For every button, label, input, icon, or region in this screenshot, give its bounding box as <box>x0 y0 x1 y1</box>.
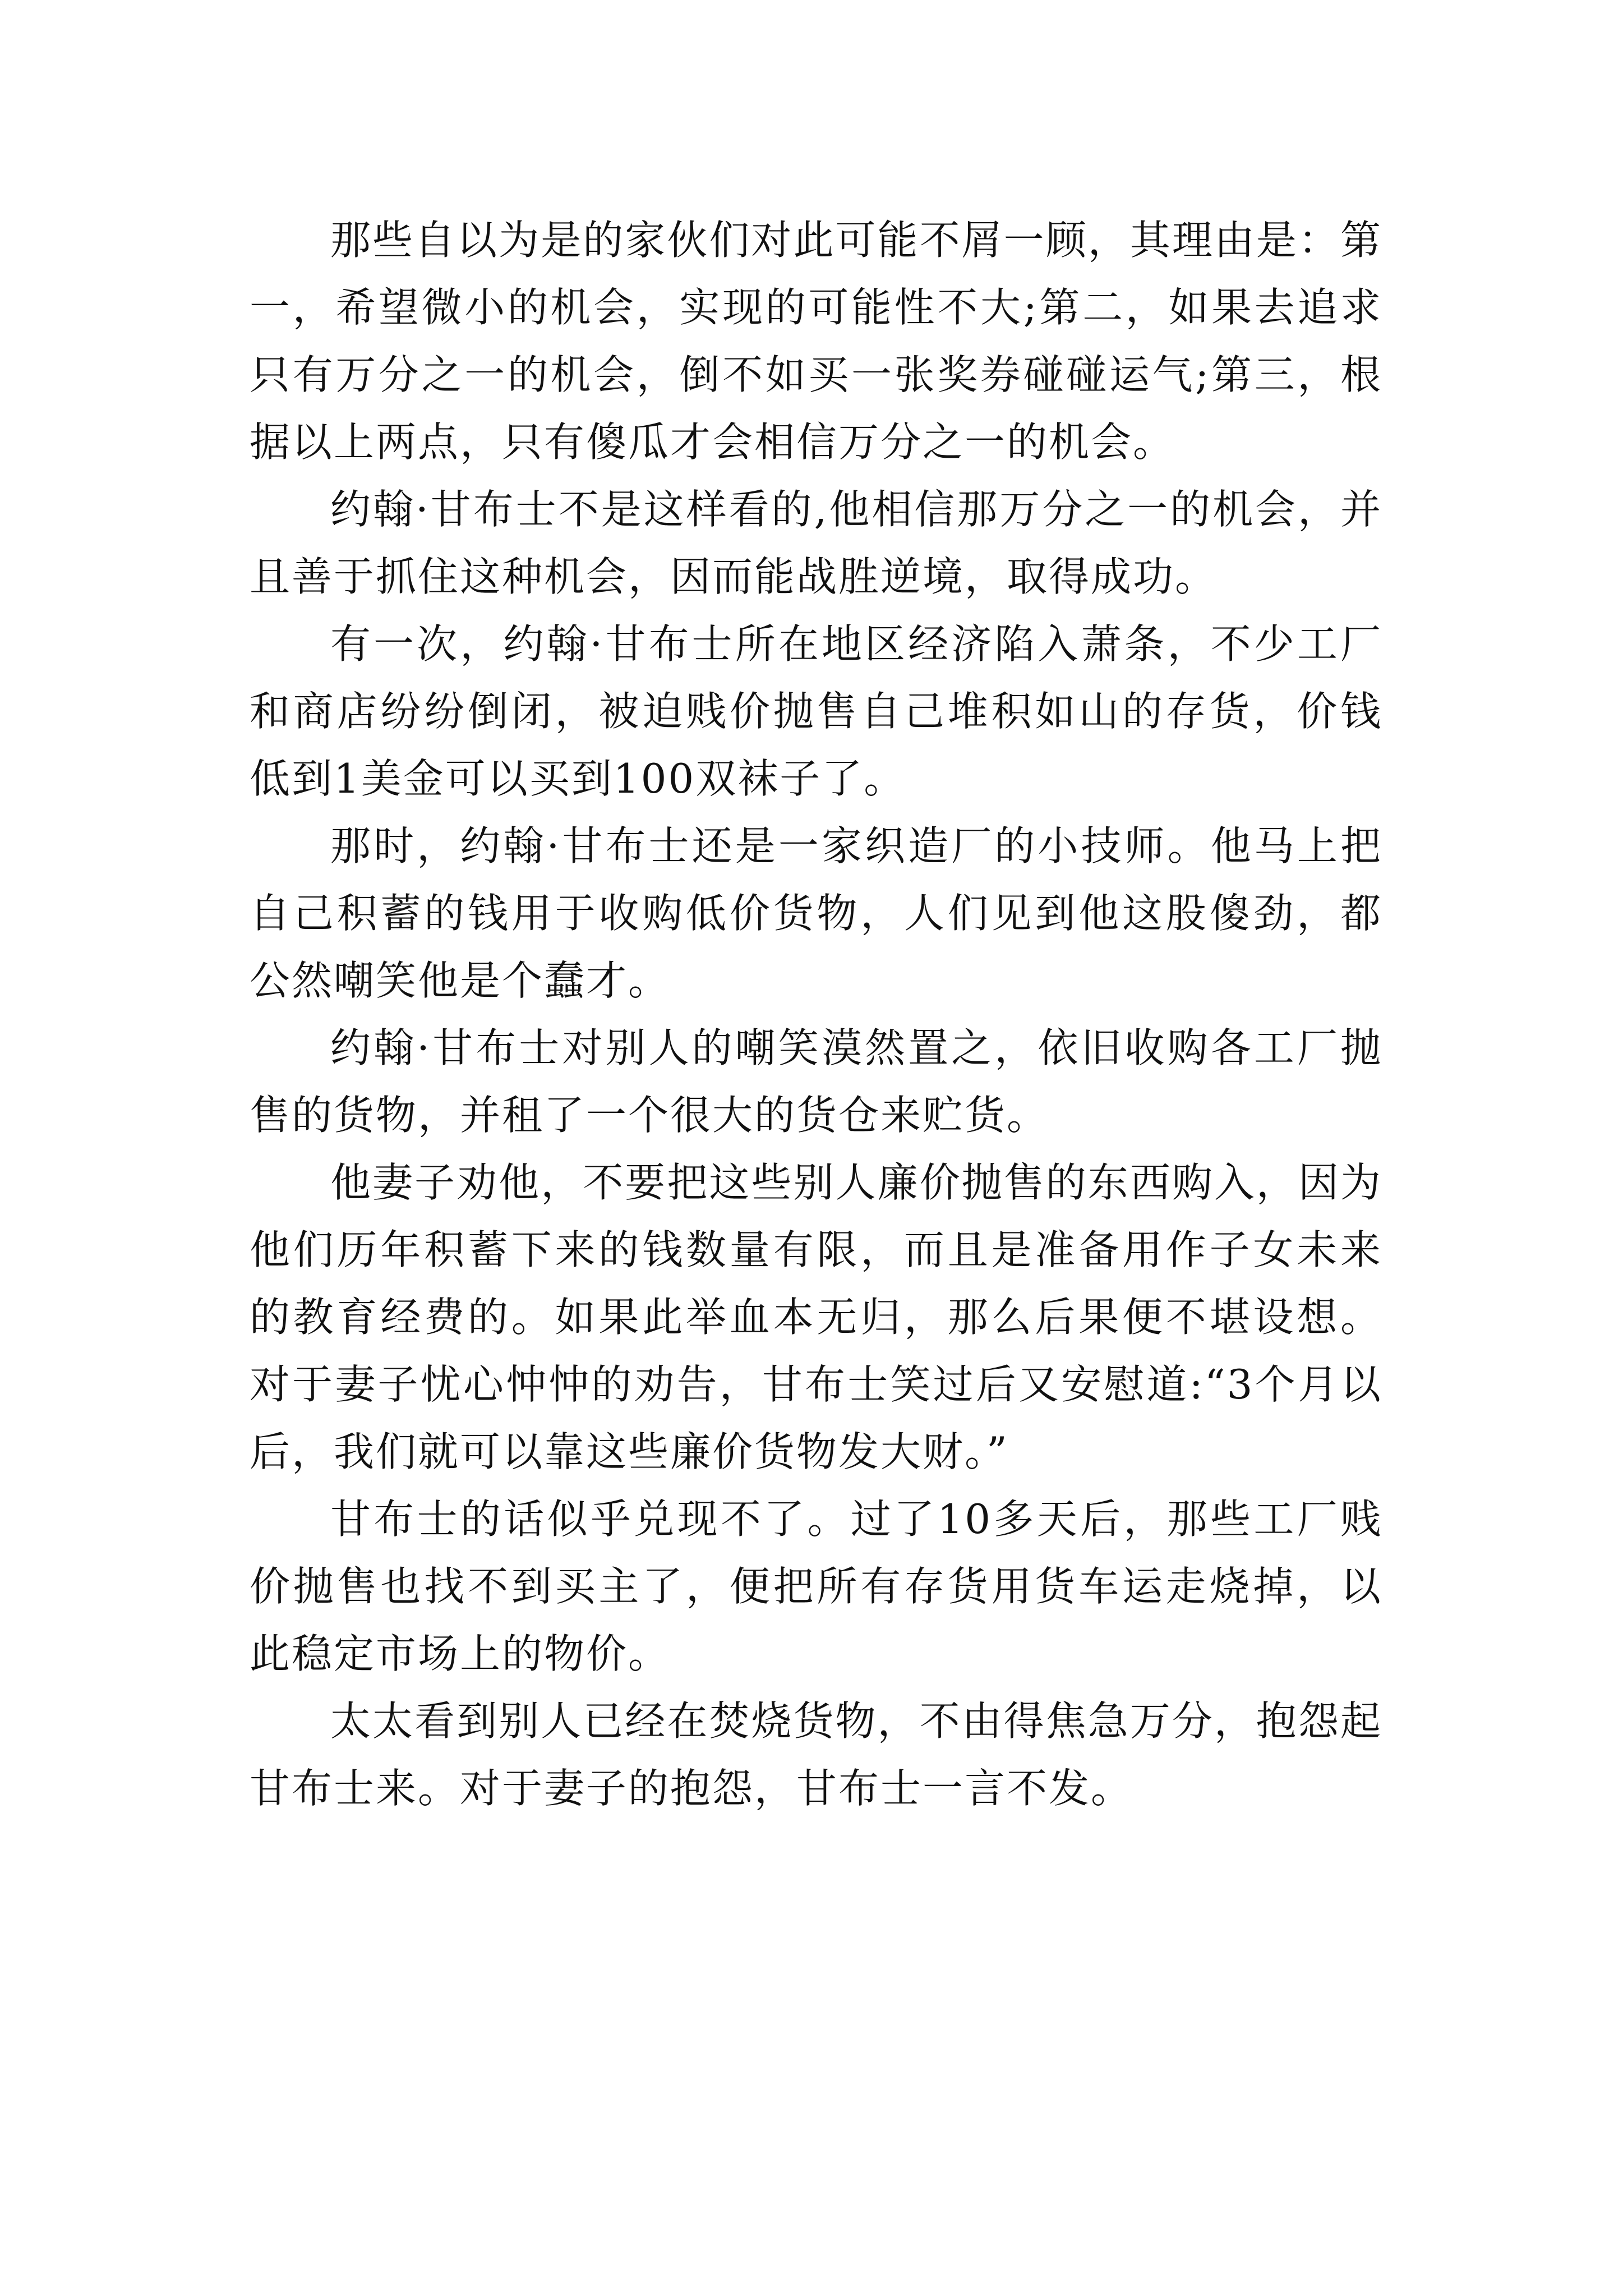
paragraph: 那些自以为是的家伙们对此可能不屑一顾，其理由是：第一，希望微小的机会，实现的可能性不大;第二，如果去追求只有万分之一的机会，倒不如买一张奖券碰碰运气;第三，根据以上两点，只有傻瓜才会相信万分之一的机会。 <box>250 217 1382 466</box>
paragraph: 甘布士的话似乎兑现不了。过了10多天后，那些工厂贱价抛售也找不到买主了，便把所有存货用货车运走烧掉，以此稳定市场上的物价。 <box>250 1496 1382 1677</box>
paragraph: 他妻子劝他，不要把这些别人廉价抛售的东西购入，因为他们历年积蓄下来的钱数量有限，而且是准备用作子女未来的教育经费的。如果此举血本无归，那么后果便不堪设想。对于妻子忧心忡忡的劝告，甘布士笑过后又安慰道:“3个月以后，我们就可以靠这些廉价货物发大财。” <box>250 1159 1382 1475</box>
document-body <box>250 206 1382 1822</box>
paragraph: 太太看到别人已经在焚烧货物，不由得焦急万分，抱怨起甘布士来。对于妻子的抱怨，甘布士一言不发。 <box>250 1697 1382 1812</box>
paragraph: 有一次，约翰·甘布士所在地区经济陷入萧条，不少工厂和商店纷纷倒闭，被迫贱价抛售自己堆积如山的存货，价钱低到1美金可以买到100双袜子了。 <box>250 620 1382 802</box>
paragraph: 约翰·甘布士不是这样看的,他相信那万分之一的机会，并且善于抓住这种机会，因而能战胜逆境，取得成功。 <box>250 486 1382 600</box>
paragraph: 那时，约翰·甘布士还是一家织造厂的小技师。他马上把自己积蓄的钱用于收购低价货物，人们见到他这股傻劲，都公然嘲笑他是个蠢才。 <box>250 822 1382 1004</box>
paragraph: 约翰·甘布士对别人的嘲笑漠然置之，依旧收购各工厂抛售的货物，并租了一个很大的货仓来贮货。 <box>250 1024 1382 1139</box>
